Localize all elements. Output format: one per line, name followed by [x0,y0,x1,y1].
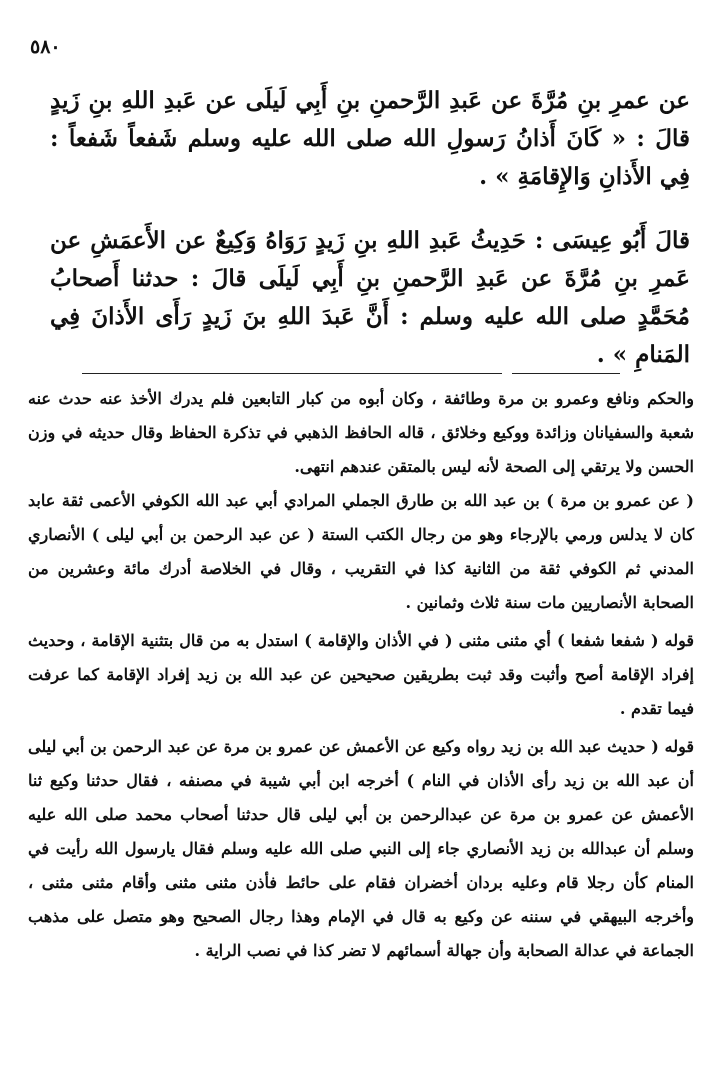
main-text-block-2 [50,222,690,374]
page-number: ٥٨٠ [30,36,61,58]
commentary-note-4: قوله ( حديث عبد الله بن زيد رواه وكيع عن الأعمش عن عمرو بن مرة عن عبد الرحمن بن أبي ليلى أن عبد الله بن زيد رأى الأذان في النام ) أخرجه ابن أبي شيبة في مصنفه ، فقال حدثنا وكيع ثنا الأعمش عن عمرو بن مرة عن عبدالرحمن بن أبي ليلى قال حدثنا أصحاب محمد صلى الله عليه وسلم أن عبدالله بن زيد الأنصاري جاء إلى النبي صلى الله عليه وسلم فقال يارسول الله رأيت في المنام كأن رجلا قام وعليه بردان أخضران فقام على حائط فأذن مثنى مثنى وأقام مثنى مثنى ، وأخرجه البيهقي في سننه عن وكيع به قال في الإمام وهذا رجال الصحيح وهو متصل على مذهب الجماعة في عدالة الصحابة وأن جهالة أسمائهم لا تضر كذا في نصب الراية . [28,737,694,960]
commentary-note-2: ( عن عمرو بن مرة ) بن عبد الله بن طارق الجملي المرادي أبي عبد الله الكوفي الأعمى ثقة عابد كان لا يدلس ورمي بالإرجاء وهو من رجال الكتب الستة ( عن عبد الرحمن بن أبي ليلى ) الأنصاري المدني ثم الكوفي ثقة من الثانية كذا في التقريب ، وقال في الخلاصة أدرك مائة وعشرين من الصحابة الأنصاريين مات سنة ثلاث وثمانين . [28,491,694,612]
commentary-note-3: قوله ( شفعا شفعا ) أي مثنى مثنى ( في الأذان والإقامة ) استدل به من قال بتثنية الإقامة ، وحديث إفراد الإقامة أصح وأثبت وقد ثبت بطريقين صحيحين عن عبد الله بن زيد إفراد الإقامة كما عرفت فيما تقدم . [28,631,694,718]
main-paragraph-1: عن عمرِ بنِ مُرَّةَ عن عَبدِ الرَّحمنِ بنِ أَبِي لَيلَى عن عَبدِ اللهِ بنِ زَيدٍ قالَ : « كَانَ أَذانُ رَسولِ الله صلى الله عليه وسلم شَفعاً شَفعاً : فِي الأَذانِ وَالإِقامَةِ » . [50,87,690,190]
separator-rule-short [512,373,620,374]
main-text-block-1 [50,82,690,196]
separator-rule-long [82,373,502,374]
main-paragraph-2: قالَ أَبُو عِيسَى : حَدِيثُ عَبدِ اللهِ بنِ زَيدٍ رَوَاهُ وَكِيعٌ عن الأَعمَشِ عن عَمرِ بنِ مُرَّةَ عن عَبدِ الرَّحمنِ بنِ أَبِي لَيلَى قالَ : حدثنا أَصحابُ مُحَمَّدٍ صلى الله عليه وسلم : أَنَّ عَبدَ اللهِ بنَ زَيدٍ رَأَى الأَذانَ فِي المَنامِ » . [50,227,690,368]
commentary-note-1: والحكم ونافع وعمرو بن مرة وطائفة ، وكان أبوه من كبار التابعين فلم يدرك الأخذ عنه حدث عنه شعبة والسفيانان وزائدة ووكيع وخلائق ، قاله الحافظ الذهبي في تذكرة الحفاظ وقال حديثه في وزن الحسن ولا يرتقي إلى الصحة لأنه ليس بالمتقن عندهم انتهى. [28,389,694,476]
commentary-section [28,382,694,968]
